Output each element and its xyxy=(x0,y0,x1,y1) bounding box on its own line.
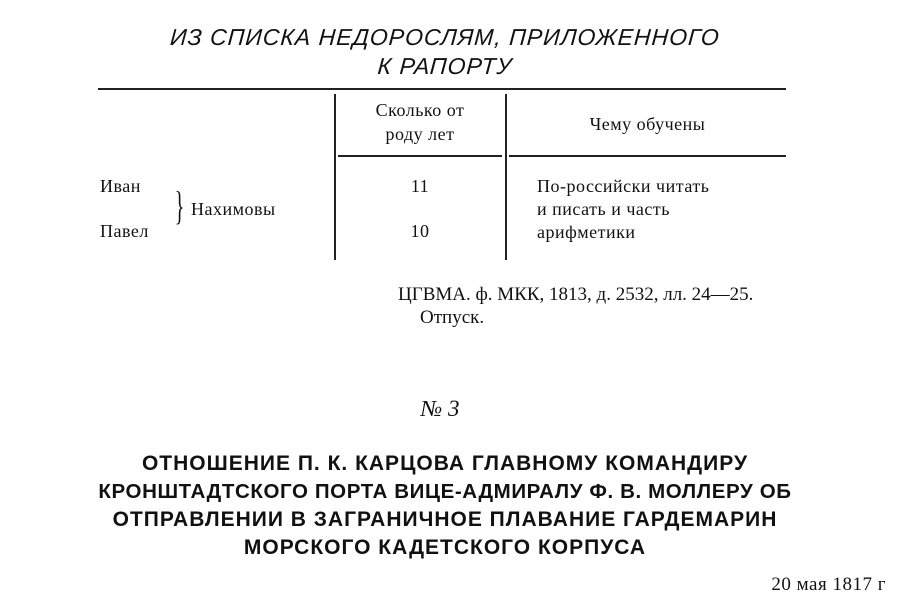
header-age-line-1: Сколько от xyxy=(375,100,465,120)
section-title-line-1: ИЗ СПИСКА НЕДОРОСЛЯМ, ПРИЛОЖЕННОГО xyxy=(169,24,721,50)
name-pavel: Павел xyxy=(100,221,149,241)
heading-line-2: КРОНШТАДТСКОГО ПОРТА ВИЦЕ-АДМИРАЛУ Ф. В. МОЛЛЕРУ ОБ xyxy=(98,480,792,503)
heading-line-3: ОТПРАВЛЕНИИ В ЗАГРАНИЧНОЕ ПЛАВАНИЕ ГАРДЕМАРИН xyxy=(112,508,778,531)
heading-line-1: ОТНОШЕНИЕ П. К. КАРЦОВА ГЛАВНОМУ КОМАНДИРУ xyxy=(141,452,749,475)
header-rule xyxy=(338,155,502,157)
table-top-rule xyxy=(98,88,786,90)
header-education: Чему обучены xyxy=(589,114,706,134)
education-line-2: и писать и часть xyxy=(537,199,670,219)
age-pavel: 10 xyxy=(410,221,430,241)
brace: } xyxy=(174,183,185,228)
header-rule xyxy=(509,155,786,157)
archive-citation-note: Отпуск. xyxy=(420,307,485,328)
document-number: № 3 xyxy=(420,396,460,421)
education-line-1: По-российски читать xyxy=(537,176,710,196)
name-ivan: Иван xyxy=(100,176,141,196)
document-date: 20 мая 1817 г xyxy=(771,574,886,595)
header-age-line-2: роду лет xyxy=(385,124,455,144)
table-column-divider xyxy=(505,94,507,260)
heading-line-4: МОРСКОГО КАДЕТСКОГО КОРПУСА xyxy=(243,536,647,559)
table-column-divider xyxy=(334,94,336,260)
education-line-3: арифметики xyxy=(537,222,636,242)
archive-citation: ЦГВМА. ф. МКК, 1813, д. 2532, лл. 24—25. xyxy=(398,284,754,305)
age-ivan: 11 xyxy=(410,176,430,196)
surname: Нахимовы xyxy=(191,199,276,219)
section-title-line-2: К РАПОРТУ xyxy=(376,53,514,79)
